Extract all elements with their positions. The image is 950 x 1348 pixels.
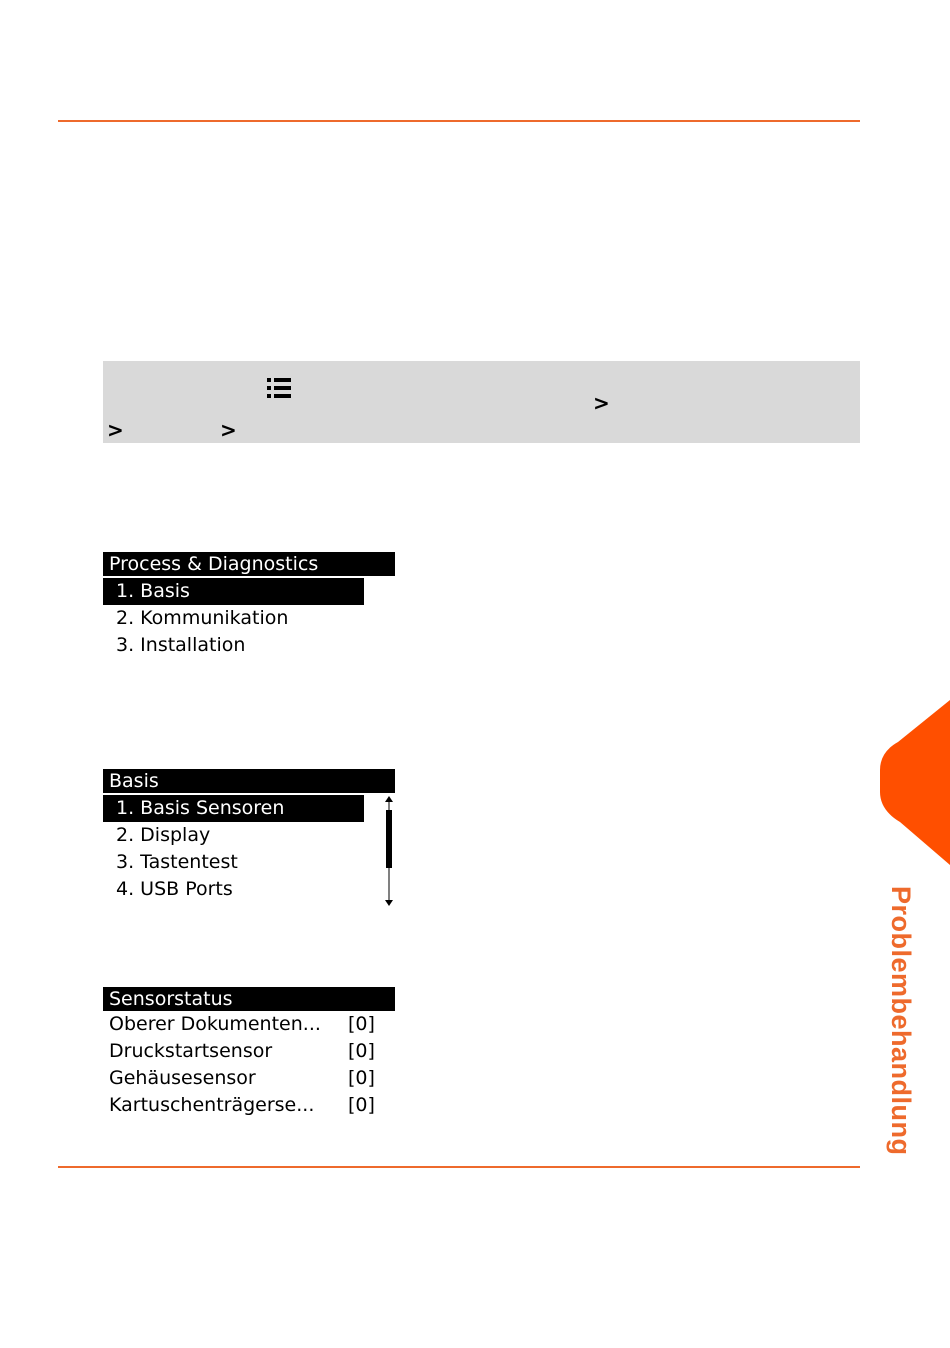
header-rule [58, 120, 860, 122]
path-separator: > [107, 418, 124, 442]
sensor-value: [0] [348, 1040, 375, 1062]
menu-item-basis-sensoren[interactable]: 1. Basis Sensoren [103, 795, 364, 822]
path-separator: > [220, 418, 237, 442]
scroll-up-arrow-icon [385, 796, 393, 802]
sensor-label: Kartuschenträgerse... [109, 1094, 315, 1116]
sensor-row [103, 1038, 395, 1065]
menu-item-installation[interactable]: 3. Installation [116, 634, 246, 656]
menu-item-usb-ports[interactable]: 4. USB Ports [116, 878, 233, 900]
chapter-tab-shape [880, 700, 950, 865]
sensor-label: Druckstartsensor [109, 1040, 273, 1062]
chapter-label: Problembehandlung [886, 886, 916, 1156]
sensor-label: Gehäusesensor [109, 1067, 256, 1089]
sensor-label: Oberer Dokumenten... [109, 1013, 321, 1035]
lcd-screen-basis [103, 769, 395, 903]
screen-title: Process & Diagnostics [103, 552, 395, 576]
lcd-screen-process-diagnostics [103, 552, 395, 659]
sensor-row [103, 1092, 395, 1119]
list-menu-icon [267, 377, 291, 399]
screen-title: Sensorstatus [103, 987, 395, 1011]
menu-item-kommunikation[interactable]: 2. Kommunikation [116, 607, 289, 629]
scrollbar[interactable] [382, 796, 396, 906]
navigation-path-box [103, 361, 860, 443]
footer-rule [58, 1166, 860, 1168]
menu-item-tastentest[interactable]: 3. Tastentest [116, 851, 238, 873]
sensor-value: [0] [348, 1094, 375, 1116]
scroll-down-arrow-icon [385, 900, 393, 906]
menu-item-display[interactable]: 2. Display [116, 824, 211, 846]
path-separator: > [593, 391, 610, 415]
sensor-row [103, 1065, 395, 1092]
sensor-row [103, 1011, 395, 1038]
screen-title: Basis [103, 769, 395, 793]
scroll-thumb [386, 810, 392, 868]
menu-item-basis[interactable]: 1. Basis [103, 578, 364, 605]
sensor-value: [0] [348, 1013, 375, 1035]
lcd-screen-sensorstatus [103, 987, 395, 1119]
sensor-value: [0] [348, 1067, 375, 1089]
